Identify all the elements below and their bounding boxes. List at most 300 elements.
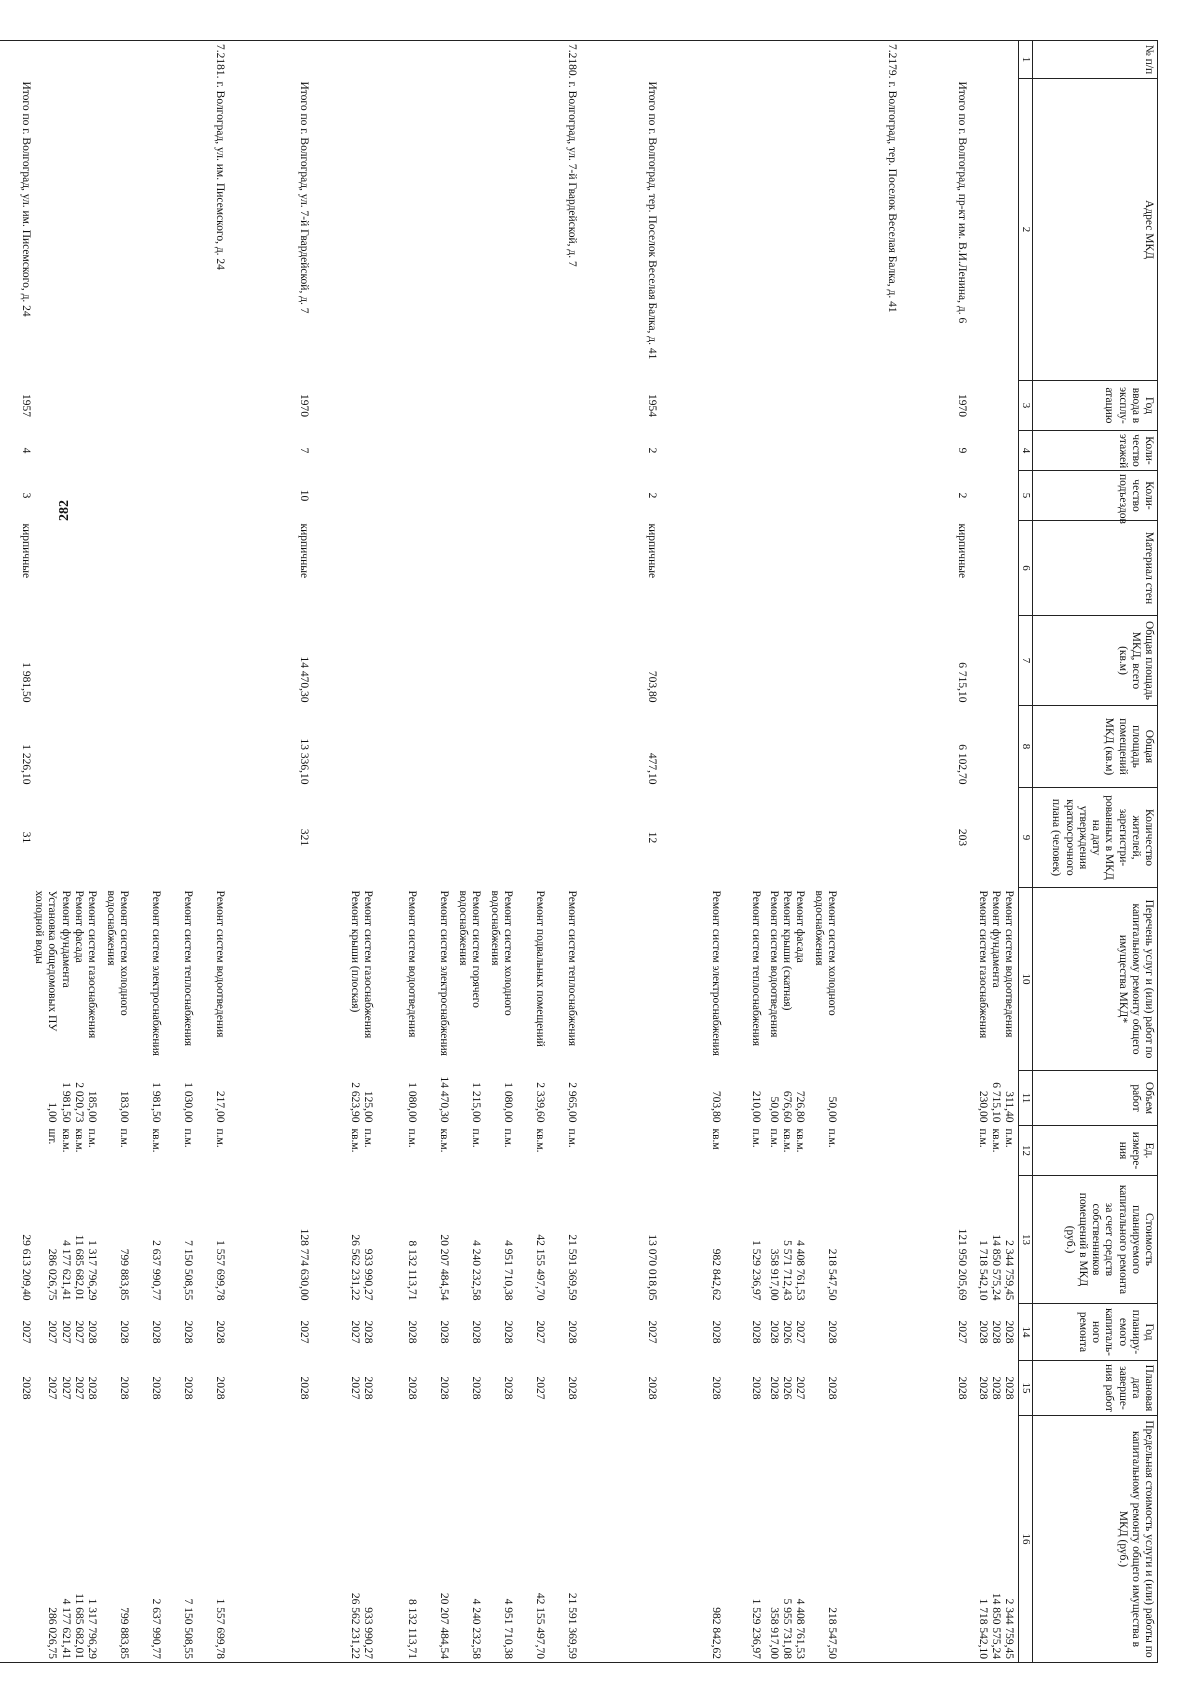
- cell-line: 2027: [298, 1320, 311, 1344]
- column-number-8: 8: [1019, 706, 1033, 788]
- cell-col-15: [482, 1361, 514, 1416]
- cell-line: 2028: [214, 1320, 227, 1344]
- cell-line: Ремонт систем теплоснабжения: [566, 890, 579, 1047]
- cell-col-6: [162, 521, 194, 616]
- cell-col-2: [98, 79, 130, 381]
- cell-col-2: [806, 79, 838, 381]
- cell-line: 2028: [86, 1320, 99, 1344]
- cell-line: 2026: [780, 1320, 793, 1344]
- cell-col-8: [194, 706, 226, 788]
- cell-col-11: [32, 1071, 98, 1126]
- cell-col-4: [968, 431, 1002, 471]
- cell-col-3: 1957: [20, 394, 33, 417]
- cell-col-16: [194, 1416, 226, 1663]
- cell-col-13: [418, 1176, 450, 1304]
- cell-col-11: [514, 1071, 546, 1126]
- cell-col-12: [310, 1126, 374, 1176]
- cell-col-10: [514, 888, 546, 1071]
- cell-line: 2027: [534, 1320, 547, 1344]
- cell-col-15: [374, 1361, 418, 1416]
- cell-col-14: [130, 1304, 162, 1361]
- cell-line: п.м.: [470, 1128, 483, 1148]
- column-number-1: 1: [1019, 41, 1033, 79]
- column-number-16: 16: [1019, 1416, 1033, 1663]
- cell-col-10: [898, 888, 968, 1071]
- cell-col-4: [374, 431, 418, 471]
- header-col-3: Год ввода в эксплу-атацию: [1033, 381, 1158, 431]
- cell-line: Ремонт фасада: [794, 890, 807, 963]
- cell-line: 11 685 682,01: [72, 1234, 85, 1301]
- cell-col-5: [806, 471, 838, 521]
- cell-col-3: 1970: [298, 394, 311, 417]
- cell-col-16: [98, 1416, 130, 1663]
- cell-col-6: кирпичные: [956, 523, 969, 579]
- table-row: [226, 41, 310, 1663]
- cell-col-2: [130, 79, 162, 381]
- cell-line: 2028: [646, 1376, 659, 1400]
- cell-col-5: [130, 471, 162, 521]
- cell-col-7: [838, 616, 898, 706]
- cell-col-14: [0, 1304, 32, 1361]
- cell-line: 1 317 796,29: [86, 1598, 99, 1659]
- cell-col-11: [482, 1071, 514, 1126]
- cell-line: 311,40: [1003, 1091, 1016, 1123]
- cell-line: п.м.: [566, 1128, 579, 1148]
- cell-line: 21 591 369,59: [566, 1234, 579, 1301]
- cell-col-4: 7: [298, 447, 311, 454]
- cell-col-12: [418, 1126, 450, 1176]
- column-number-row: [1019, 41, 1033, 1663]
- cell-col-9: 203: [956, 828, 969, 847]
- cell-col-7: [482, 616, 514, 706]
- cell-col-2: [722, 79, 762, 381]
- cell-line: Ремонт крыши (скатная): [780, 890, 793, 1011]
- cell-col-7: 703,80: [646, 670, 659, 703]
- cell-col-16: [898, 1416, 968, 1663]
- cell-line: 4 240 232,58: [470, 1240, 483, 1301]
- cell-col-1: [130, 41, 162, 79]
- cell-col-9: [194, 788, 226, 888]
- cell-col-15: [722, 1361, 762, 1416]
- cell-col-4: [722, 431, 762, 471]
- cell-line: Ремонт фундамента: [990, 890, 1003, 988]
- column-number-5: 5: [1019, 471, 1033, 521]
- cell-line: кв.м.: [59, 1128, 72, 1153]
- cell-line: 2028: [566, 1320, 579, 1344]
- cell-col-10: [310, 888, 374, 1071]
- cell-line: 2 637 990,77: [150, 1240, 163, 1301]
- rotated-page: [20, 40, 1158, 1662]
- cell-col-4: [194, 431, 226, 471]
- cell-col-14: [578, 1304, 658, 1361]
- cell-col-13: [450, 1176, 482, 1304]
- cell-line: 13 070 018,05: [646, 1234, 659, 1301]
- table-row: [578, 41, 658, 1663]
- cell-line: 676,60: [780, 1090, 793, 1123]
- cell-line: 26 562 231,22: [348, 1234, 361, 1301]
- cell-line: 50,00: [767, 1096, 780, 1123]
- cell-col-11: [418, 1071, 450, 1126]
- cell-col-14: [162, 1304, 194, 1361]
- cell-line: 2028: [710, 1376, 723, 1400]
- cell-col-12: [450, 1126, 482, 1176]
- cell-col-16: [658, 1416, 722, 1663]
- cell-col-2: [1002, 79, 1019, 381]
- cell-line: Ремонт систем холодного водоснабжения: [104, 890, 131, 1016]
- cell-line: 1 981,50: [59, 1082, 72, 1123]
- cell-col-2: Итого по г. Волгоград, ул. 7-й Гвардейской, д. 7: [298, 81, 311, 314]
- cell-col-13: [722, 1176, 762, 1304]
- cell-col-11: [898, 1071, 968, 1126]
- cell-col-10: [226, 888, 310, 1071]
- cell-col-2: Итого по г. Волгоград, пр-кт им. В.И.Ленина, д. 6: [956, 81, 969, 324]
- cell-col-13: [482, 1176, 514, 1304]
- cell-col-5: [310, 471, 374, 521]
- cell-col-16: [418, 1416, 450, 1663]
- cell-col-9: [722, 788, 762, 888]
- column-number-2: 2: [1019, 79, 1033, 381]
- cell-line: п.м.: [826, 1128, 839, 1148]
- cell-line: 2027: [646, 1320, 659, 1344]
- cell-col-3: 1954: [646, 394, 659, 417]
- cell-col-6: [722, 521, 762, 616]
- cell-col-6: [194, 521, 226, 616]
- cell-col-8: [98, 706, 130, 788]
- cell-line: 4 240 232,58: [470, 1598, 483, 1659]
- cell-col-14: [310, 1304, 374, 1361]
- cell-col-15: [546, 1361, 578, 1416]
- cell-line: кв.м.: [72, 1128, 85, 1153]
- cell-line: Ремонт систем холодного водоснабжения: [488, 890, 515, 1016]
- cell-col-10: [98, 888, 130, 1071]
- cell-col-8: [162, 706, 194, 788]
- cell-col-7: [418, 616, 450, 706]
- cell-line: 2028: [710, 1320, 723, 1344]
- cell-col-4: 9: [956, 447, 969, 454]
- cell-line: Ремонт крыши (плоская): [348, 890, 361, 1013]
- cell-line: Ремонт систем водоотведения: [767, 890, 780, 1038]
- cell-col-12: [130, 1126, 162, 1176]
- column-number-11: 11: [1019, 1071, 1033, 1126]
- cell-col-5: [194, 471, 226, 521]
- cell-col-6: [1002, 521, 1019, 616]
- cell-line: Ремонт систем электроснабжения: [710, 890, 723, 1056]
- cell-line: п.м.: [750, 1128, 763, 1148]
- cell-line: 2028: [150, 1320, 163, 1344]
- cell-line: 2027: [956, 1320, 969, 1344]
- cell-col-16: [838, 1416, 898, 1663]
- cell-col-1: [514, 41, 546, 79]
- cell-col-7: [546, 616, 578, 706]
- table-row: [98, 41, 130, 1663]
- cell-col-9: [418, 788, 450, 888]
- cell-line: Ремонт систем теплоснабжения: [182, 890, 195, 1047]
- cell-col-7: [310, 616, 374, 706]
- cell-col-16: [546, 1416, 578, 1663]
- cell-col-14: [194, 1304, 226, 1361]
- cell-col-12: [658, 1126, 722, 1176]
- cell-col-15: [806, 1361, 838, 1416]
- cell-col-16: [722, 1416, 762, 1663]
- cell-col-4: [418, 431, 450, 471]
- cell-col-10: [32, 888, 98, 1071]
- cell-col-4: 2: [646, 447, 659, 454]
- cell-col-1: [1002, 41, 1019, 79]
- cell-col-8: [130, 706, 162, 788]
- cell-line: кв.м.: [990, 1128, 1003, 1153]
- cell-line: 2027: [534, 1376, 547, 1400]
- cell-col-6: [98, 521, 130, 616]
- table-row: [450, 41, 482, 1663]
- column-number-3: 3: [1019, 381, 1033, 431]
- cell-col-1: [658, 41, 722, 79]
- cell-line: 185,00: [86, 1090, 99, 1123]
- cell-col-16: [806, 1416, 838, 1663]
- cell-line: 2028: [362, 1376, 375, 1400]
- cell-col-3: 1970: [956, 394, 969, 417]
- cell-col-1: [806, 41, 838, 79]
- cell-line: 2028: [118, 1320, 131, 1344]
- cell-col-12: [162, 1126, 194, 1176]
- cell-col-14: [450, 1304, 482, 1361]
- cell-col-7: [722, 616, 762, 706]
- cell-line: кв.м: [710, 1128, 723, 1150]
- cell-col-6: [482, 521, 514, 616]
- header-col-1: № п/п: [1033, 41, 1158, 79]
- cell-line: 2 965,00: [566, 1082, 579, 1123]
- cell-line: Ремонт систем водоотведения: [406, 890, 419, 1038]
- cell-col-4: [482, 431, 514, 471]
- cell-col-15: [762, 1361, 806, 1416]
- cell-col-8: [514, 706, 546, 788]
- cell-col-9: [762, 788, 806, 888]
- cell-col-12: [1002, 1126, 1019, 1176]
- cell-line: 2027: [59, 1320, 72, 1344]
- cell-col-8: [722, 706, 762, 788]
- cell-line: 2028: [767, 1376, 780, 1400]
- header-col-14: Год планиру-емого капиталь-ного ремонта: [1033, 1304, 1158, 1361]
- cell-line: п.м.: [406, 1128, 419, 1148]
- cell-line: 2027: [348, 1320, 361, 1344]
- cell-line: Ремонт систем газоснабжения: [362, 890, 375, 1039]
- cell-col-9: [658, 788, 722, 888]
- cell-col-14: [546, 1304, 578, 1361]
- cell-col-5: [838, 471, 898, 521]
- cell-line: 7 150 508,55: [182, 1598, 195, 1659]
- cell-col-6: кирпичные: [646, 523, 659, 579]
- column-number-13: 13: [1019, 1176, 1033, 1304]
- cell-col-9: [482, 788, 514, 888]
- cell-line: 1 215,00: [470, 1082, 483, 1123]
- cell-line: 230,00: [976, 1090, 989, 1123]
- cell-col-8: [310, 706, 374, 788]
- cell-line: 14 850 575,24: [990, 1592, 1003, 1659]
- cell-line: 2028: [750, 1376, 763, 1400]
- cell-col-15: [1002, 1361, 1019, 1416]
- cell-col-10: [450, 888, 482, 1071]
- cell-line: кв.м.: [438, 1128, 451, 1153]
- cell-col-5: [968, 471, 1002, 521]
- cell-col-7: [32, 616, 98, 706]
- cell-line: 21 591 369,59: [566, 1592, 579, 1659]
- table-row: [806, 41, 838, 1663]
- cell-col-2: г. Волгоград, ул. 7-й Гвардейской, д. 7: [566, 81, 579, 267]
- cell-col-3: [194, 381, 226, 431]
- cell-line: 2028: [406, 1320, 419, 1344]
- cell-line: 2 020,73: [72, 1082, 85, 1123]
- cell-col-2: [418, 79, 450, 381]
- cell-line: 20 207 484,54: [438, 1592, 451, 1659]
- cell-col-3: [1002, 381, 1019, 431]
- cell-col-12: [722, 1126, 762, 1176]
- cell-col-13: [374, 1176, 418, 1304]
- cell-col-7: [514, 616, 546, 706]
- cell-line: кв.м.: [150, 1128, 163, 1153]
- cell-col-11: [838, 1071, 898, 1126]
- cell-col-15: [658, 1361, 722, 1416]
- cell-line: 2028: [956, 1376, 969, 1400]
- cell-line: 2028: [438, 1376, 451, 1400]
- cell-line: 2027: [72, 1376, 85, 1400]
- cell-line: 42 155 497,70: [534, 1234, 547, 1301]
- table-row: [722, 41, 762, 1663]
- cell-col-10: [578, 888, 658, 1071]
- cell-col-13: [226, 1176, 310, 1304]
- cell-col-12: [0, 1126, 32, 1176]
- cell-line: 26 562 231,22: [348, 1592, 361, 1659]
- cell-col-2: [514, 79, 546, 381]
- column-number-15: 15: [1019, 1361, 1033, 1416]
- cell-col-10: [130, 888, 162, 1071]
- cell-col-3: [374, 381, 418, 431]
- cell-col-10: [1002, 888, 1019, 1071]
- cell-line: 2028: [990, 1320, 1003, 1344]
- cell-line: 2028: [362, 1320, 375, 1344]
- cell-line: 2 344 759,45: [1003, 1598, 1016, 1659]
- cell-col-6: [450, 521, 482, 616]
- table-row: [194, 41, 226, 1663]
- cell-col-16: [968, 1416, 1002, 1663]
- cell-col-3: [310, 381, 374, 431]
- cell-col-5: [162, 471, 194, 521]
- cell-col-9: [310, 788, 374, 888]
- cell-col-6: кирпичные: [20, 523, 33, 579]
- cell-line: 2028: [990, 1376, 1003, 1400]
- cell-col-5: [450, 471, 482, 521]
- cell-line: 2028: [502, 1376, 515, 1400]
- cell-line: 2028: [976, 1376, 989, 1400]
- cell-line: 217,00: [214, 1090, 227, 1123]
- cell-col-16: [578, 1416, 658, 1663]
- column-number-9: 9: [1019, 788, 1033, 888]
- cell-col-3: [98, 381, 130, 431]
- cell-col-3: [722, 381, 762, 431]
- table-row: [968, 41, 1002, 1663]
- cell-col-9: [838, 788, 898, 888]
- cell-col-13: [0, 1176, 32, 1304]
- header-col-15: Плановая дата заверше-ния работ: [1033, 1361, 1158, 1416]
- cell-col-15: [98, 1361, 130, 1416]
- cell-col-2: г. Волгоград, тер. Поселок Веселая Балка, д. 41: [886, 81, 899, 313]
- cell-col-5: [98, 471, 130, 521]
- cell-line: 50,00: [826, 1096, 839, 1123]
- cell-col-11: [450, 1071, 482, 1126]
- cell-col-6: [32, 521, 98, 616]
- column-number-12: 12: [1019, 1126, 1033, 1176]
- cell-col-12: [578, 1126, 658, 1176]
- cell-col-15: [194, 1361, 226, 1416]
- cell-col-2: Итого по г. Волгоград, тер. Поселок Веселая Балка, д. 41: [646, 81, 659, 360]
- cell-col-9: [374, 788, 418, 888]
- cell-col-10: [0, 888, 32, 1071]
- cell-col-12: [762, 1126, 806, 1176]
- cell-col-5: [1002, 471, 1019, 521]
- cell-line: 14 850 575,24: [990, 1234, 1003, 1301]
- cell-line: 2028: [502, 1320, 515, 1344]
- cell-col-3: [838, 381, 898, 431]
- cell-line: 933 990,27: [362, 1248, 375, 1301]
- cell-line: 218 547,50: [826, 1248, 839, 1301]
- cell-col-15: [310, 1361, 374, 1416]
- cell-col-6: [130, 521, 162, 616]
- table-row: [310, 41, 374, 1663]
- cell-col-2: [482, 79, 514, 381]
- cell-col-13: [514, 1176, 546, 1304]
- cell-col-11: [1002, 1071, 1019, 1126]
- cell-col-14: [658, 1304, 722, 1361]
- cell-line: 4 177 621,41: [59, 1598, 72, 1659]
- table-header-row: [1033, 41, 1158, 1663]
- cell-col-7: 14 470,30: [298, 656, 311, 703]
- cell-col-5: [374, 471, 418, 521]
- cell-col-14: [98, 1304, 130, 1361]
- cell-line: Ремонт систем водоотведения: [214, 890, 227, 1038]
- cell-col-10: [722, 888, 762, 1071]
- cell-col-1: [418, 41, 450, 79]
- cell-line: 2028: [767, 1320, 780, 1344]
- cell-line: 121 950 205,69: [956, 1228, 969, 1301]
- cell-col-7: [658, 616, 722, 706]
- cell-col-6: [514, 521, 546, 616]
- cell-col-11: [762, 1071, 806, 1126]
- cell-col-11: [968, 1071, 1002, 1126]
- cell-col-3: [482, 381, 514, 431]
- cell-col-3: [658, 381, 722, 431]
- cell-col-1: [310, 41, 374, 79]
- cell-col-4: [1002, 431, 1019, 471]
- cell-col-16: [162, 1416, 194, 1663]
- cell-col-13: [838, 1176, 898, 1304]
- cell-col-9: [450, 788, 482, 888]
- cell-col-6: [838, 521, 898, 616]
- cell-line: 982 842,62: [710, 1607, 723, 1659]
- cell-col-9: [1002, 788, 1019, 888]
- cell-col-13: [32, 1176, 98, 1304]
- cell-col-15: [578, 1361, 658, 1416]
- cell-col-16: [130, 1416, 162, 1663]
- cell-col-3: [32, 381, 98, 431]
- cell-col-1: [722, 41, 762, 79]
- cell-col-13: [806, 1176, 838, 1304]
- cell-line: кв.м.: [780, 1128, 793, 1153]
- cell-col-14: [898, 1304, 968, 1361]
- cell-col-7: [450, 616, 482, 706]
- cell-line: 2028: [86, 1376, 99, 1400]
- cell-col-9: [98, 788, 130, 888]
- cell-col-7: [374, 616, 418, 706]
- cell-line: п.м.: [976, 1128, 989, 1148]
- cell-col-11: [806, 1071, 838, 1126]
